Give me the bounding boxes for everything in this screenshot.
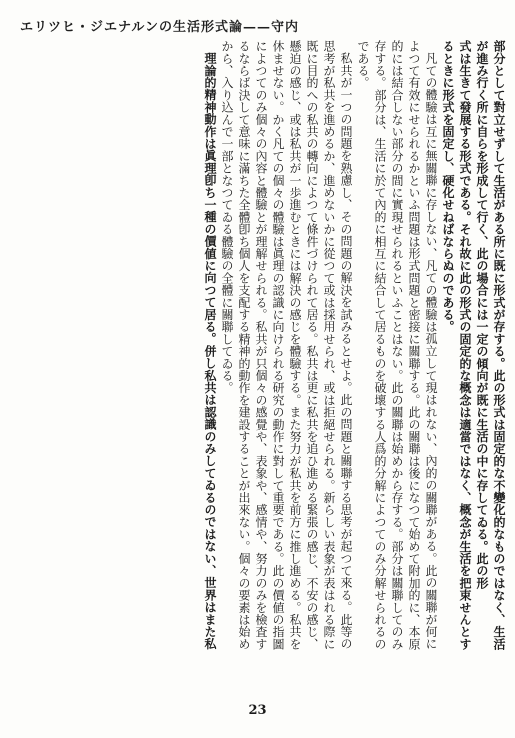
text-column: である。	[356, 40, 370, 89]
text-column: 部分として對立せずして生活がある所に既に形式が存する。此の形式は固定的な不變化的なものではなく、生活	[492, 40, 506, 650]
text-column: 既に目的への私共の轉向によつて條件づけられて居る。私共は更に私共を追ひ進める緊張の感じ、不安の感じ、	[305, 40, 319, 650]
text-column: 懸迫の感じ、或は私共が一歩進むときには解決の感じを體驗する。また努力が私共を前方に推し進める。私共を	[288, 40, 302, 650]
text-column: るときに形式を固定し、硬化せねばならぬのである。	[441, 40, 455, 333]
text-column: が進み行く所に自らを形成して行く、此の場合には一定の傾向が既に生活の中に存してゐる。此の形	[475, 40, 489, 589]
text-column: 存する。部分は、生活に於て內的に相互に結合して居るものを破壞する人爲的分解によつてのみ分解せられるの	[373, 40, 387, 650]
text-column: 私共が一つの問題を熟慮し、その問題の解決を試みるとせよ。此の問題と關聯する思考が起つて來る。此等の	[339, 52, 353, 650]
text-column: から、入り込んで一部となつてゐる體驗の全體に關聯してゐる。	[220, 40, 234, 394]
text-column: 凡ての體驗は互に無關聯に存しない、凡ての體驗は孤立して現はれない、內的の關聯がある。此の關聯が何に	[424, 52, 438, 650]
text-column: 休ませない。かく凡ての個々の體驗は眞理の認識に向けられる研究の動作に對して重要である。此の價値の指圖	[271, 40, 285, 650]
vertical-body-text	[8, 40, 507, 690]
text-column: 思考が私共を進めるか、進めないかに從つて或は採用せられ、或は拒絕せられる。新らしい表象が表はれる際に	[322, 40, 336, 650]
text-column: よつて有效にせられるかといふ問題は形式問題と密接に關聯する。此の關聯は後になつて始めて附加的に、本原	[407, 40, 421, 650]
running-header: エリツヒ・ジエナルンの生活形式論——守内	[20, 20, 300, 35]
text-column: るならば決して意味に滿ちた全體卽ち個人を支配する精神的動作を建設することが出來ない。個々の要素は始め	[237, 40, 251, 650]
text-column: 式は生きて發展する形式である。それ故に此の形式の固定的な概念は適當ではなく、概念が生活を把束せんとす	[458, 40, 472, 650]
page-number: 23	[248, 703, 267, 718]
text-column: によつてのみ個々の內容と體驗とが理解せられる。私共が只個々の感覺や、表象や、感情や、努力のみを檢査す	[254, 40, 268, 650]
text-column: 的には結合しない部分の間に實現せられるといふことはない。此の關聯は始めから存する。部分は關聯してのみ	[390, 40, 404, 650]
text-column: 理論的精神動作は眞理卽ち一種の價値に向つて居る。併し私共は認識のみしてゐるのではない、世界はまた私	[203, 52, 217, 650]
